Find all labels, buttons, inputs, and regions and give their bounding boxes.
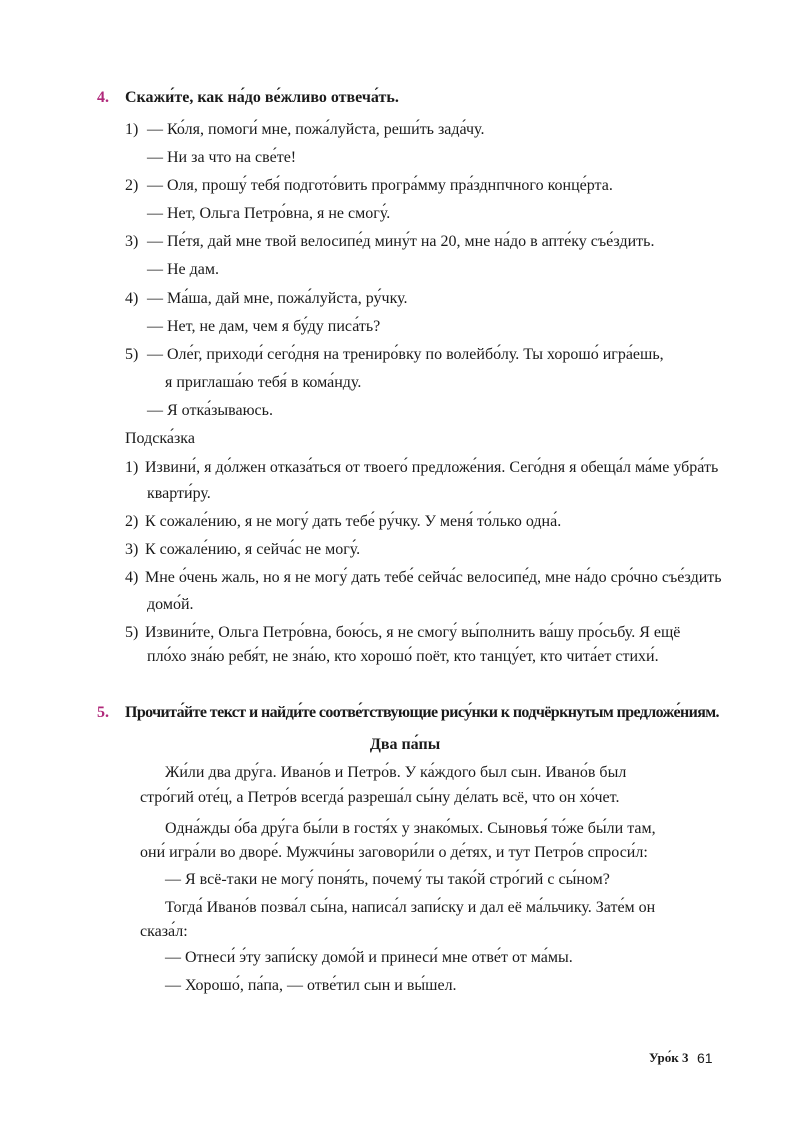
dialog-question: — Ко́ля, помоги́ мне, пожа́луйста, реши́ть зада́чу. bbox=[147, 121, 485, 138]
hint-number: 4) bbox=[125, 569, 139, 586]
hint-number: 5) bbox=[125, 624, 139, 641]
story-line: Тогда́ Ивано́в позва́л сы́на, написа́л запи́ску и дал её ма́льчику. Зате́м он bbox=[165, 899, 656, 916]
story-line: они́ игра́ли во дворе́. Мужчи́ны заговори́ли о де́тях, и тут Петро́в спроси́л: bbox=[140, 844, 648, 861]
item-number: 3) bbox=[125, 233, 139, 250]
dialog-answer: — Нет, Ольга Петро́вна, я не смогу́. bbox=[147, 205, 391, 222]
item-number: 2) bbox=[125, 177, 139, 194]
dialog-answer: — Нет, не дам, чем я бу́ду писа́ть? bbox=[147, 318, 381, 335]
hint-number: 3) bbox=[125, 541, 139, 558]
hint-text: Мне о́чень жаль, но я не могу́ дать тебе́ сейча́с велосипе́д, мне на́до сро́чно съе́здить bbox=[145, 569, 722, 586]
story-line: Жи́ли два дру́га. Ивано́в и Петро́в. У ка́ждого был сын. Ивано́в был bbox=[165, 764, 627, 781]
item-number: 5) bbox=[125, 346, 139, 363]
hint-text-cont: кварти́ру. bbox=[147, 485, 211, 502]
exercise-4-title: Скажи́те, как на́до ве́жливо отвеча́ть. bbox=[125, 89, 399, 106]
exercise-5-title: Прочита́йте текст и найди́те соотве́тствующие рису́нки к подчёркнутым предложе́ниям. bbox=[125, 704, 719, 721]
item-number: 4) bbox=[125, 290, 139, 307]
hint-label: Подска́зка bbox=[125, 430, 195, 447]
hint-number: 1) bbox=[125, 459, 139, 476]
exercise-4-number: 4. bbox=[97, 89, 109, 106]
story-line: — Я всё-таки не могу́ поня́ть, почему́ ты тако́й стро́гий с сы́ном? bbox=[165, 871, 610, 888]
story-line: сказа́л: bbox=[140, 923, 188, 940]
dialog-question: — Пе́тя, дай мне твой велосипе́д мину́т на 20, мне на́до в апте́ку съе́здить. bbox=[147, 233, 655, 250]
story-title: Два па́пы bbox=[369, 736, 441, 753]
dialog-question: — Оле́г, приходи́ сего́дня на трениро́вку по волейбо́лу. Ты хорошо́ игра́ешь, bbox=[147, 346, 664, 363]
dialog-answer: — Я отка́зываюсь. bbox=[147, 402, 273, 419]
story-line: Одна́жды о́ба дру́га бы́ли в гостя́х у знако́мых. Сыновья́ то́же бы́ли там, bbox=[165, 820, 656, 837]
hint-text: К сожале́нию, я не могу́ дать тебе́ ру́чку. У меня́ то́лько одна́. bbox=[145, 513, 562, 530]
hint-text-cont: домо́й. bbox=[147, 596, 194, 613]
exercise-5-number: 5. bbox=[97, 704, 109, 721]
footer-lesson: Уро́к 3 bbox=[649, 1050, 689, 1065]
dialog-question: — Оля, прошу́ тебя́ подгото́вить програ́мму пра́зднпчного конце́рта. bbox=[147, 177, 613, 194]
hint-text-cont: пло́хо зна́ю ребя́т, не зна́ю, кто хорошо́ поёт, кто танцу́ет, кто чита́ет стихи́. bbox=[147, 648, 659, 665]
dialog-question-cont: я приглаша́ю тебя́ в кома́нду. bbox=[165, 374, 362, 391]
hint-text: Извини́, я до́лжен отказа́ться от твоего́ предложе́ния. Сего́дня я обеща́л ма́ме убра́ть bbox=[145, 459, 719, 476]
story-line: — Хорошо́, па́па, — отве́тил сын и вы́шел. bbox=[165, 977, 457, 994]
story-line: стро́гий оте́ц, а Петро́в всегда́ разреша́л сы́ну де́лать всё, что он хо́чет. bbox=[140, 789, 620, 806]
dialog-answer: — Ни за что на све́те! bbox=[147, 149, 297, 166]
hint-text: К сожале́нию, я сейча́с не могу́. bbox=[145, 541, 361, 558]
dialog-question: — Ма́ша, дай мне, пожа́луйста, ру́чку. bbox=[147, 290, 408, 307]
page-number: 61 bbox=[697, 1050, 713, 1066]
story-line: — Отнеси́ э́ту запи́ску домо́й и принеси́ мне отве́т от ма́мы. bbox=[165, 949, 573, 966]
hint-text: Извини́те, Ольга Петро́вна, бою́сь, я не смогу́ вы́полнить ва́шу про́сьбу. Я ещё bbox=[145, 624, 681, 641]
item-number: 1) bbox=[125, 121, 139, 138]
hint-number: 2) bbox=[125, 513, 139, 530]
dialog-answer: — Не дам. bbox=[147, 261, 220, 278]
